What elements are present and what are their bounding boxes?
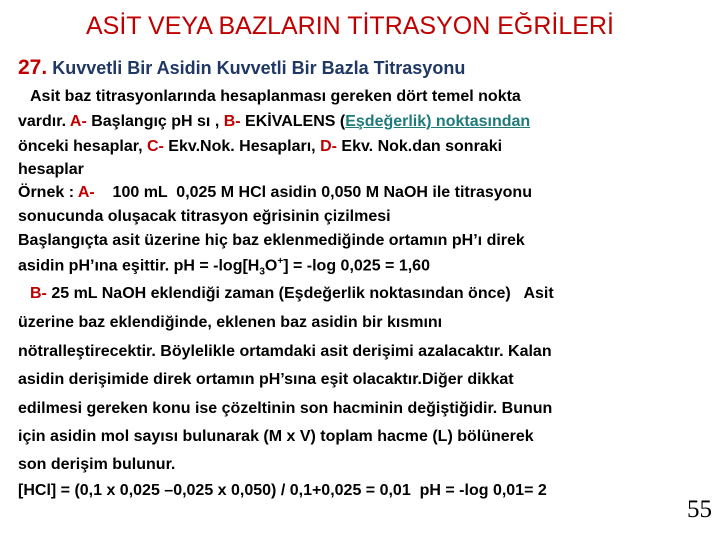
text-segment: Başlangıç pH sı , [86, 113, 224, 130]
body-line-13: edilmesi gereken konu ise çözeltinin son hacminin değiştiğidir. Bunun [18, 400, 553, 417]
body-line-9 [30, 285, 554, 303]
text-segment: Örnek : [18, 184, 78, 201]
body-line-11: nötralleştirecektir. Böylelikle ortamdaki asit derişimi azalacaktır. Kalan [18, 343, 552, 360]
formula-line: [HCl] = (0,1 x 0,025 –0,025 x 0,050) / 0,1+0,025 = 0,01 pH = -log 0,01= 2 [18, 482, 547, 499]
body-line-3 [18, 138, 502, 156]
body-line-5 [18, 184, 532, 202]
label-b: B- [223, 113, 241, 130]
text-segment: asidin pH’ına eşittir. pH = -log[H [18, 257, 260, 275]
body-line-15: son derişim bulunur. [18, 456, 176, 473]
label-a: A- [69, 113, 87, 130]
slide-title: ASİT VEYA BAZLARIN TİTRASYON EĞRİLERİ [86, 12, 614, 40]
section-heading [18, 56, 465, 80]
body-line-4: hesaplar [18, 161, 84, 178]
body-line-12: asidin derişimide direk ortamın pH’sına eşit olacaktır.Diğer dikkat [18, 371, 514, 388]
text-segment: 100 mL 0,025 M HCl asidin 0,050 M NaOH ile titrasyonu [94, 184, 532, 201]
text-segment: EKİVALENS ( [240, 113, 346, 130]
label-a: A- [77, 184, 95, 201]
section-heading-text: Kuvvetli Bir Asidin Kuvvetli Bir Bazla Titrasyonu [47, 58, 466, 78]
body-line-6: sonucunda oluşacak titrasyon eğrisinin çizilmesi [18, 208, 391, 225]
body-line-14: için asidin mol sayısı bulunarak (M x V) toplam hacme (L) bölünerek [18, 428, 534, 445]
label-d: D- [320, 138, 337, 155]
label-c: C- [146, 138, 164, 155]
subscript: 3 [259, 266, 265, 278]
section-number: 27. [18, 56, 48, 79]
text-segment: Ekv.Nok. Hesapları, [163, 138, 321, 155]
text-segment: vardır. [18, 113, 70, 130]
body-line-10: üzerine baz eklendiğinde, eklenen baz asidin bir kısmını [18, 314, 443, 331]
superscript: + [277, 256, 284, 267]
body-line-1: Asit baz titrasyonlarında hesaplanması gereken dört temel nokta [30, 88, 521, 105]
text-segment: Ekv. Nok.dan sonraki [336, 138, 503, 155]
text-segment: önceki hesaplar, [18, 138, 147, 155]
text-segment: O [264, 257, 278, 275]
text-segment: ] = -log 0,025 = 1,60 [283, 257, 430, 275]
body-line-2 [18, 113, 530, 131]
page-number: 55 [687, 496, 712, 523]
text-segment: 25 mL NaOH eklendiği zaman (Eşdeğerlik noktasından önce) Asit [46, 285, 554, 302]
body-line-8 [18, 256, 430, 278]
label-b: B- [30, 285, 47, 302]
body-line-7: Başlangıçta asit üzerine hiç baz eklenmediğinde ortamın pH’ı direk [18, 232, 525, 249]
equivalence-link-text: Eşdeğerlik) noktasından [345, 113, 531, 130]
